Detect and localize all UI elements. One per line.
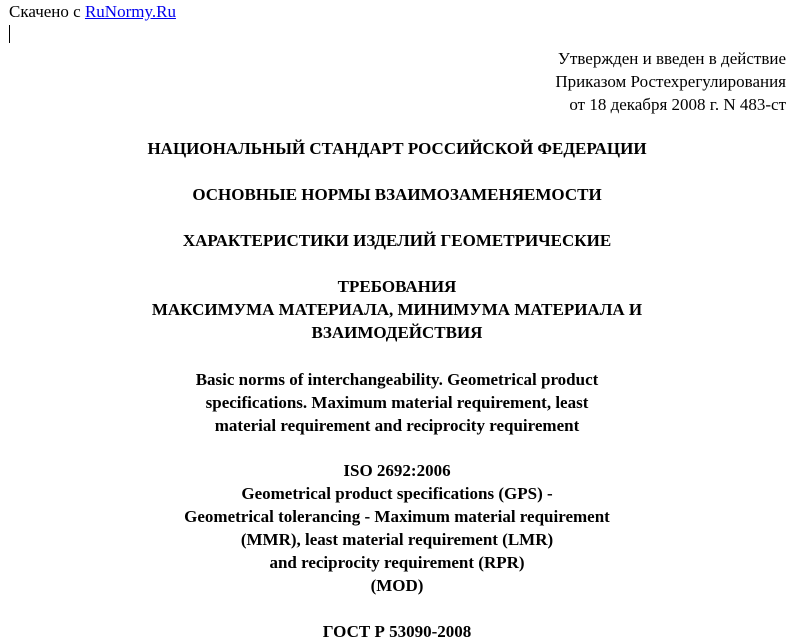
requirements-line-2: МАКСИМУМА МАТЕРИАЛА, МИНИМУМА МАТЕРИАЛА И <box>151 300 643 319</box>
source-line <box>9 2 176 22</box>
requirements-heading <box>0 275 794 344</box>
requirements-line-3: ВЗАИМОДЕЙСТВИЯ <box>311 323 483 342</box>
basic-norms-heading <box>0 183 794 206</box>
english-title-block <box>0 368 794 437</box>
english-title-line-2: specifications. Maximum material requirement, least <box>205 393 589 412</box>
english-title-line-3: material requirement and reciprocity requirement <box>214 416 580 435</box>
gost-number: ГОСТ Р 53090-2008 <box>322 622 472 641</box>
gost-block <box>0 620 794 643</box>
source-link[interactable]: RuNormy.Ru <box>84 2 176 21</box>
iso-line-4: and reciprocity requirement (RPR) <box>269 553 525 572</box>
english-title-line-1: Basic norms of interchangeability. Geometrical product <box>195 370 599 389</box>
basic-norms-title: ОСНОВНЫЕ НОРМЫ ВЗАИМОЗАМЕНЯЕМОСТИ <box>192 185 602 204</box>
iso-line-3: (MMR), least material requirement (LMR) <box>240 530 554 549</box>
iso-line-2: Geometrical tolerancing - Maximum material requirement <box>184 507 610 526</box>
iso-block <box>0 459 794 597</box>
source-prefix: Скачено с <box>9 2 81 21</box>
national-standard-heading <box>0 137 794 160</box>
iso-number: ISO 2692:2006 <box>343 461 451 480</box>
characteristics-title: ХАРАКТЕРИСТИКИ ИЗДЕЛИЙ ГЕОМЕТРИЧЕСКИЕ <box>182 231 612 250</box>
iso-line-1: Geometrical product specifications (GPS) - <box>241 484 553 503</box>
approval-line-1: Утвержден и введен в действие <box>557 49 786 68</box>
iso-line-5: (MOD) <box>370 576 424 595</box>
approval-block <box>555 47 786 116</box>
characteristics-heading <box>0 229 794 252</box>
requirements-line-1: ТРЕБОВАНИЯ <box>337 277 457 296</box>
national-standard-title: НАЦИОНАЛЬНЫЙ СТАНДАРТ РОССИЙСКОЙ ФЕДЕРАЦИИ <box>147 139 647 158</box>
text-cursor <box>9 25 10 43</box>
approval-line-2: Приказом Ростехрегулирования <box>555 72 786 91</box>
approval-line-3: от 18 декабря 2008 г. N 483-ст <box>569 95 786 114</box>
